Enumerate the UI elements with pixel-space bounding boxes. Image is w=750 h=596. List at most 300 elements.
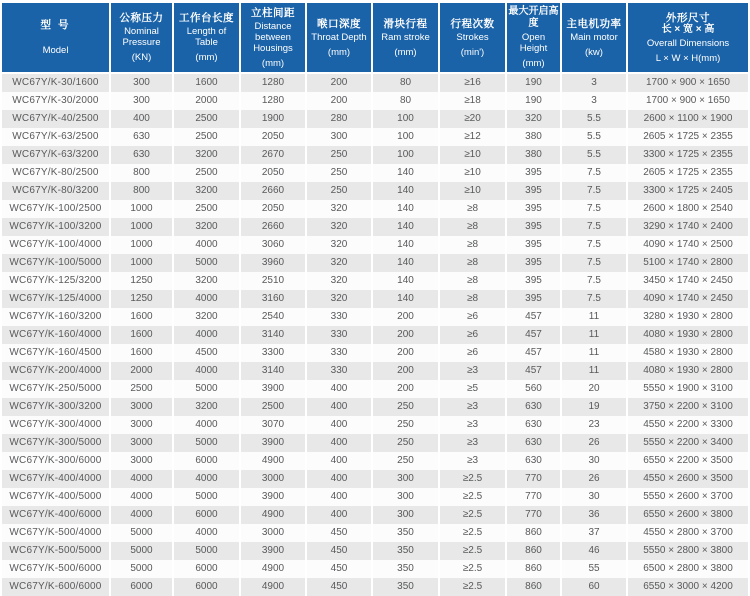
- cell-throat-depth: 400: [307, 452, 373, 470]
- cell-dimensions: 6550 × 2200 × 3500: [643, 455, 733, 466]
- header-cell-throat-depth: [307, 3, 373, 74]
- cell-housing-distance: 2660: [241, 218, 307, 236]
- table-body: [2, 74, 748, 596]
- table-row: [2, 146, 748, 164]
- cell-model: WC67Y/K-125/3200: [2, 272, 111, 290]
- header-zh-table-length: 工作台长度: [179, 12, 234, 24]
- table-row: [2, 236, 748, 254]
- table-row: [2, 470, 748, 488]
- cell-table-length: 2500: [174, 200, 241, 218]
- table-row: [2, 380, 748, 398]
- cell-open-height: 457: [507, 308, 562, 326]
- cell-open-height: 630: [507, 434, 562, 452]
- cell-dimensions: 5550 × 2800 × 3800: [643, 545, 733, 556]
- header-zh-model: 型 号: [40, 19, 71, 31]
- table-row: [2, 74, 748, 92]
- cell-ram-stroke: 140: [373, 218, 440, 236]
- cell-table-length: 2500: [174, 128, 241, 146]
- cell-model: WC67Y/K-100/2500: [2, 200, 111, 218]
- cell-nominal-pressure: 3000: [111, 434, 174, 452]
- table-row: [2, 506, 748, 524]
- cell-main-motor: 11: [562, 326, 628, 344]
- table-row: [2, 578, 748, 596]
- cell-housing-distance: 3070: [241, 416, 307, 434]
- cell-open-height: 770: [507, 470, 562, 488]
- cell-throat-depth: 400: [307, 488, 373, 506]
- cell-strokes: ≥2.5: [440, 560, 507, 578]
- spec-table: [2, 3, 748, 596]
- cell-strokes: ≥16: [440, 74, 507, 92]
- table-row: [2, 560, 748, 578]
- cell-strokes: ≥3: [440, 398, 507, 416]
- table-row: [2, 362, 748, 380]
- cell-throat-depth: 250: [307, 182, 373, 200]
- cell-dimensions: 2605 × 1725 × 2355: [643, 131, 733, 142]
- cell-main-motor: 3: [562, 92, 628, 110]
- cell-nominal-pressure: 630: [111, 128, 174, 146]
- cell-ram-stroke: 140: [373, 164, 440, 182]
- cell-dimensions: 1700 × 900 × 1650: [646, 77, 730, 88]
- cell-ram-stroke: 300: [373, 506, 440, 524]
- cell-main-motor: 7.5: [562, 290, 628, 308]
- cell-housing-distance: 3900: [241, 434, 307, 452]
- cell-strokes: ≥2.5: [440, 470, 507, 488]
- cell-throat-depth: 320: [307, 254, 373, 272]
- cell-table-length: 4000: [174, 470, 241, 488]
- cell-model: WC67Y/K-100/4000: [2, 236, 111, 254]
- cell-strokes: ≥6: [440, 344, 507, 362]
- cell-ram-stroke: 100: [373, 146, 440, 164]
- cell-ram-stroke: 100: [373, 128, 440, 146]
- cell-main-motor: 30: [562, 452, 628, 470]
- cell-open-height: 395: [507, 218, 562, 236]
- cell-strokes: ≥8: [440, 272, 507, 290]
- header-en-nominal-pressure: Nominal Pressure: [122, 26, 161, 48]
- cell-open-height: 860: [507, 560, 562, 578]
- cell-open-height: 770: [507, 488, 562, 506]
- cell-nominal-pressure: 300: [111, 92, 174, 110]
- header-cell-dimensions: [628, 3, 748, 74]
- cell-open-height: 320: [507, 110, 562, 128]
- cell-housing-distance: 4900: [241, 560, 307, 578]
- cell-ram-stroke: 200: [373, 308, 440, 326]
- cell-main-motor: 37: [562, 524, 628, 542]
- cell-table-length: 6000: [174, 452, 241, 470]
- cell-ram-stroke: 250: [373, 434, 440, 452]
- cell-table-length: 1600: [174, 74, 241, 92]
- cell-model: WC67Y/K-30/1600: [2, 74, 111, 92]
- cell-main-motor: 11: [562, 362, 628, 380]
- cell-ram-stroke: 250: [373, 452, 440, 470]
- cell-main-motor: 55: [562, 560, 628, 578]
- cell-open-height: 395: [507, 164, 562, 182]
- cell-nominal-pressure: 2500: [111, 380, 174, 398]
- cell-nominal-pressure: 3000: [111, 452, 174, 470]
- cell-throat-depth: 320: [307, 200, 373, 218]
- cell-nominal-pressure: 300: [111, 74, 174, 92]
- cell-ram-stroke: 200: [373, 344, 440, 362]
- table-row: [2, 254, 748, 272]
- cell-housing-distance: 4900: [241, 452, 307, 470]
- cell-main-motor: 23: [562, 416, 628, 434]
- cell-throat-depth: 320: [307, 290, 373, 308]
- cell-nominal-pressure: 800: [111, 164, 174, 182]
- cell-strokes: ≥2.5: [440, 506, 507, 524]
- cell-model: WC67Y/K-63/2500: [2, 128, 111, 146]
- cell-ram-stroke: 140: [373, 254, 440, 272]
- cell-housing-distance: 4900: [241, 578, 307, 596]
- cell-dimensions: 4580 × 1930 × 2800: [643, 347, 733, 358]
- cell-housing-distance: 1900: [241, 110, 307, 128]
- cell-strokes: ≥10: [440, 146, 507, 164]
- cell-main-motor: 7.5: [562, 236, 628, 254]
- header-en-strokes: Strokes: [456, 31, 489, 43]
- cell-dimensions: 5550 × 2600 × 3700: [643, 491, 733, 502]
- cell-table-length: 5000: [174, 380, 241, 398]
- header-zh-open-height: 最大开启高度: [508, 6, 559, 29]
- cell-ram-stroke: 100: [373, 110, 440, 128]
- cell-model: WC67Y/K-125/4000: [2, 290, 111, 308]
- cell-model: WC67Y/K-200/4000: [2, 362, 111, 380]
- cell-open-height: 770: [507, 506, 562, 524]
- table-row: [2, 110, 748, 128]
- cell-model: WC67Y/K-600/6000: [2, 578, 111, 596]
- cell-model: WC67Y/K-300/5000: [2, 434, 111, 452]
- table-row: [2, 308, 748, 326]
- cell-throat-depth: 400: [307, 434, 373, 452]
- table-row: [2, 416, 748, 434]
- cell-table-length: 4000: [174, 236, 241, 254]
- table-row: [2, 92, 748, 110]
- cell-throat-depth: 250: [307, 164, 373, 182]
- cell-nominal-pressure: 1600: [111, 326, 174, 344]
- cell-throat-depth: 450: [307, 578, 373, 596]
- cell-strokes: ≥3: [440, 362, 507, 380]
- cell-dimensions: 4080 × 1930 × 2800: [643, 365, 733, 376]
- table-row: [2, 434, 748, 452]
- cell-main-motor: 11: [562, 344, 628, 362]
- cell-housing-distance: 1280: [241, 74, 307, 92]
- table-row: [2, 290, 748, 308]
- cell-table-length: 2500: [174, 164, 241, 182]
- cell-nominal-pressure: 1250: [111, 290, 174, 308]
- cell-main-motor: 30: [562, 488, 628, 506]
- cell-table-length: 3200: [174, 146, 241, 164]
- header-unit-dimensions: L × W × H(mm): [655, 52, 721, 64]
- cell-open-height: 395: [507, 254, 562, 272]
- cell-throat-depth: 200: [307, 74, 373, 92]
- cell-nominal-pressure: 1000: [111, 200, 174, 218]
- cell-table-length: 6000: [174, 560, 241, 578]
- cell-dimensions: 3290 × 1740 × 2400: [643, 221, 733, 232]
- cell-dimensions: 3750 × 2200 × 3100: [643, 401, 733, 412]
- cell-main-motor: 5.5: [562, 110, 628, 128]
- cell-open-height: 395: [507, 182, 562, 200]
- header-zh-nominal-pressure: 公称压力: [119, 12, 164, 24]
- cell-table-length: 4000: [174, 290, 241, 308]
- cell-nominal-pressure: 5000: [111, 524, 174, 542]
- header-en-dimensions: Overall Dimensions: [646, 37, 730, 49]
- cell-model: WC67Y/K-100/5000: [2, 254, 111, 272]
- cell-dimensions: 6550 × 2600 × 3800: [643, 509, 733, 520]
- cell-nominal-pressure: 4000: [111, 506, 174, 524]
- header-zh-ram-stroke: 滑块行程: [383, 17, 428, 30]
- cell-open-height: 190: [507, 92, 562, 110]
- cell-main-motor: 5.5: [562, 128, 628, 146]
- cell-strokes: ≥3: [440, 434, 507, 452]
- cell-open-height: 860: [507, 542, 562, 560]
- cell-throat-depth: 400: [307, 506, 373, 524]
- cell-housing-distance: 3000: [241, 470, 307, 488]
- cell-ram-stroke: 350: [373, 524, 440, 542]
- cell-strokes: ≥2.5: [440, 578, 507, 596]
- header-zh-dimensions: 外形尺寸: [666, 11, 710, 24]
- cell-main-motor: 7.5: [562, 254, 628, 272]
- cell-dimensions: 2600 × 1800 × 2540: [643, 203, 733, 214]
- header-unit-strokes: (min'): [460, 46, 485, 58]
- cell-nominal-pressure: 4000: [111, 488, 174, 506]
- cell-table-length: 6000: [174, 578, 241, 596]
- cell-ram-stroke: 140: [373, 236, 440, 254]
- cell-table-length: 5000: [174, 254, 241, 272]
- cell-nominal-pressure: 1250: [111, 272, 174, 290]
- table-row: [2, 326, 748, 344]
- header-en-table-length: Length of Table: [186, 26, 227, 48]
- cell-housing-distance: 3140: [241, 362, 307, 380]
- cell-ram-stroke: 350: [373, 560, 440, 578]
- table-row: [2, 488, 748, 506]
- cell-ram-stroke: 200: [373, 362, 440, 380]
- cell-strokes: ≥8: [440, 254, 507, 272]
- cell-throat-depth: 320: [307, 236, 373, 254]
- cell-table-length: 5000: [174, 434, 241, 452]
- cell-strokes: ≥2.5: [440, 488, 507, 506]
- cell-open-height: 630: [507, 452, 562, 470]
- cell-nominal-pressure: 630: [111, 146, 174, 164]
- cell-main-motor: 7.5: [562, 200, 628, 218]
- cell-nominal-pressure: 3000: [111, 416, 174, 434]
- header-en-model: Model: [42, 45, 69, 56]
- cell-open-height: 860: [507, 578, 562, 596]
- cell-throat-depth: 400: [307, 416, 373, 434]
- cell-dimensions: 4550 × 2600 × 3500: [643, 473, 733, 484]
- cell-housing-distance: 3300: [241, 344, 307, 362]
- table-row: [2, 200, 748, 218]
- cell-main-motor: 7.5: [562, 182, 628, 200]
- cell-ram-stroke: 250: [373, 398, 440, 416]
- cell-throat-depth: 450: [307, 542, 373, 560]
- header-unit-housing-distance: (mm): [261, 57, 285, 69]
- cell-ram-stroke: 200: [373, 380, 440, 398]
- table-row: [2, 398, 748, 416]
- cell-model: WC67Y/K-160/4500: [2, 344, 111, 362]
- header-unit-open-height: (mm): [522, 58, 545, 69]
- cell-main-motor: 60: [562, 578, 628, 596]
- cell-strokes: ≥18: [440, 92, 507, 110]
- cell-strokes: ≥10: [440, 164, 507, 182]
- cell-strokes: ≥8: [440, 218, 507, 236]
- cell-table-length: 5000: [174, 488, 241, 506]
- cell-ram-stroke: 140: [373, 272, 440, 290]
- cell-housing-distance: 2670: [241, 146, 307, 164]
- cell-open-height: 190: [507, 74, 562, 92]
- cell-ram-stroke: 250: [373, 416, 440, 434]
- cell-model: WC67Y/K-500/6000: [2, 560, 111, 578]
- header-cell-housing-distance: [241, 3, 307, 74]
- cell-housing-distance: 3140: [241, 326, 307, 344]
- cell-dimensions: 3450 × 1740 × 2450: [643, 275, 733, 286]
- cell-strokes: ≥20: [440, 110, 507, 128]
- cell-dimensions: 4550 × 2200 × 3300: [643, 419, 733, 430]
- cell-ram-stroke: 140: [373, 290, 440, 308]
- table-row: [2, 524, 748, 542]
- cell-dimensions: 1700 × 900 × 1650: [646, 95, 730, 106]
- cell-housing-distance: 3160: [241, 290, 307, 308]
- cell-table-length: 3200: [174, 182, 241, 200]
- table-row: [2, 452, 748, 470]
- cell-model: WC67Y/K-300/4000: [2, 416, 111, 434]
- cell-housing-distance: 2050: [241, 128, 307, 146]
- cell-strokes: ≥6: [440, 326, 507, 344]
- cell-open-height: 860: [507, 524, 562, 542]
- cell-throat-depth: 450: [307, 524, 373, 542]
- cell-throat-depth: 320: [307, 272, 373, 290]
- cell-table-length: 5000: [174, 542, 241, 560]
- cell-dimensions: 5100 × 1740 × 2800: [643, 257, 733, 268]
- cell-nominal-pressure: 800: [111, 182, 174, 200]
- cell-dimensions: 6550 × 3000 × 4200: [643, 581, 733, 592]
- cell-housing-distance: 2540: [241, 308, 307, 326]
- cell-strokes: ≥3: [440, 452, 507, 470]
- cell-table-length: 2000: [174, 92, 241, 110]
- cell-open-height: 395: [507, 290, 562, 308]
- header-en-housing-distance: Distance between Housings: [253, 20, 293, 54]
- cell-strokes: ≥10: [440, 182, 507, 200]
- cell-strokes: ≥6: [440, 308, 507, 326]
- header-en-throat-depth: Throat Depth: [311, 31, 367, 43]
- cell-open-height: 395: [507, 272, 562, 290]
- cell-main-motor: 20: [562, 380, 628, 398]
- cell-throat-depth: 330: [307, 362, 373, 380]
- cell-dimensions: 6500 × 2800 × 3800: [643, 563, 733, 574]
- cell-dimensions: 4550 × 2800 × 3700: [643, 527, 733, 538]
- cell-dimensions: 2600 × 1100 × 1900: [643, 113, 733, 124]
- cell-nominal-pressure: 2000: [111, 362, 174, 380]
- cell-dimensions: 5550 × 2200 × 3400: [643, 437, 733, 448]
- cell-table-length: 4500: [174, 344, 241, 362]
- cell-dimensions: 4090 × 1740 × 2500: [643, 239, 733, 250]
- cell-throat-depth: 400: [307, 398, 373, 416]
- cell-housing-distance: 4900: [241, 506, 307, 524]
- cell-main-motor: 36: [562, 506, 628, 524]
- table-row: [2, 218, 748, 236]
- cell-open-height: 630: [507, 398, 562, 416]
- cell-throat-depth: 330: [307, 344, 373, 362]
- header-unit-table-length: (mm): [195, 52, 218, 63]
- cell-dimensions: 3300 × 1725 × 2355: [643, 149, 733, 160]
- cell-ram-stroke: 140: [373, 182, 440, 200]
- cell-open-height: 457: [507, 344, 562, 362]
- header-cell-open-height: [507, 3, 562, 74]
- table-row: [2, 128, 748, 146]
- header-row: [2, 3, 748, 74]
- cell-model: WC67Y/K-30/2000: [2, 92, 111, 110]
- cell-nominal-pressure: 5000: [111, 560, 174, 578]
- header-cell-main-motor: [562, 3, 628, 74]
- cell-housing-distance: 3900: [241, 542, 307, 560]
- cell-table-length: 3200: [174, 398, 241, 416]
- cell-dimensions: 2605 × 1725 × 2355: [643, 167, 733, 178]
- cell-dimensions: 3300 × 1725 × 2405: [643, 185, 733, 196]
- cell-model: WC67Y/K-250/5000: [2, 380, 111, 398]
- cell-main-motor: 11: [562, 308, 628, 326]
- cell-nominal-pressure: 6000: [111, 578, 174, 596]
- cell-throat-depth: 300: [307, 128, 373, 146]
- cell-strokes: ≥5: [440, 380, 507, 398]
- cell-main-motor: 26: [562, 470, 628, 488]
- header-cell-table-length: [174, 3, 241, 74]
- cell-throat-depth: 330: [307, 308, 373, 326]
- cell-ram-stroke: 300: [373, 488, 440, 506]
- cell-table-length: 6000: [174, 506, 241, 524]
- cell-housing-distance: 3060: [241, 236, 307, 254]
- cell-open-height: 560: [507, 380, 562, 398]
- header-unit-throat-depth: (mm): [327, 46, 351, 58]
- cell-strokes: ≥2.5: [440, 524, 507, 542]
- cell-throat-depth: 400: [307, 470, 373, 488]
- cell-model: WC67Y/K-400/4000: [2, 470, 111, 488]
- cell-nominal-pressure: 5000: [111, 542, 174, 560]
- cell-model: WC67Y/K-160/3200: [2, 308, 111, 326]
- cell-ram-stroke: 350: [373, 542, 440, 560]
- cell-nominal-pressure: 3000: [111, 398, 174, 416]
- cell-table-length: 4000: [174, 326, 241, 344]
- table-row: [2, 164, 748, 182]
- header-zh-throat-depth: 喉口深度: [317, 17, 361, 30]
- cell-strokes: ≥3: [440, 416, 507, 434]
- table-header: [2, 3, 748, 74]
- cell-throat-depth: 450: [307, 560, 373, 578]
- cell-model: WC67Y/K-63/3200: [2, 146, 111, 164]
- header-zh2-dimensions: 长 × 宽 × 高: [661, 23, 715, 35]
- cell-ram-stroke: 80: [373, 74, 440, 92]
- cell-open-height: 395: [507, 236, 562, 254]
- header-cell-strokes: [440, 3, 507, 74]
- cell-housing-distance: 1280: [241, 92, 307, 110]
- cell-strokes: ≥8: [440, 200, 507, 218]
- cell-nominal-pressure: 1000: [111, 236, 174, 254]
- cell-housing-distance: 2500: [241, 398, 307, 416]
- header-zh-strokes: 行程次数: [450, 17, 495, 30]
- cell-model: WC67Y/K-80/2500: [2, 164, 111, 182]
- table-row: [2, 272, 748, 290]
- header-en-main-motor: Main motor: [570, 31, 618, 43]
- cell-ram-stroke: 80: [373, 92, 440, 110]
- cell-nominal-pressure: 4000: [111, 470, 174, 488]
- cell-throat-depth: 330: [307, 326, 373, 344]
- cell-strokes: ≥12: [440, 128, 507, 146]
- header-en-open-height: Open Height: [519, 32, 548, 54]
- cell-ram-stroke: 350: [373, 578, 440, 596]
- table-row: [2, 344, 748, 362]
- cell-housing-distance: 3900: [241, 488, 307, 506]
- header-zh-housing-distance: 立柱间距: [251, 6, 295, 19]
- cell-open-height: 457: [507, 362, 562, 380]
- cell-housing-distance: 3900: [241, 380, 307, 398]
- table-row: [2, 182, 748, 200]
- cell-nominal-pressure: 1000: [111, 218, 174, 236]
- table-row: [2, 542, 748, 560]
